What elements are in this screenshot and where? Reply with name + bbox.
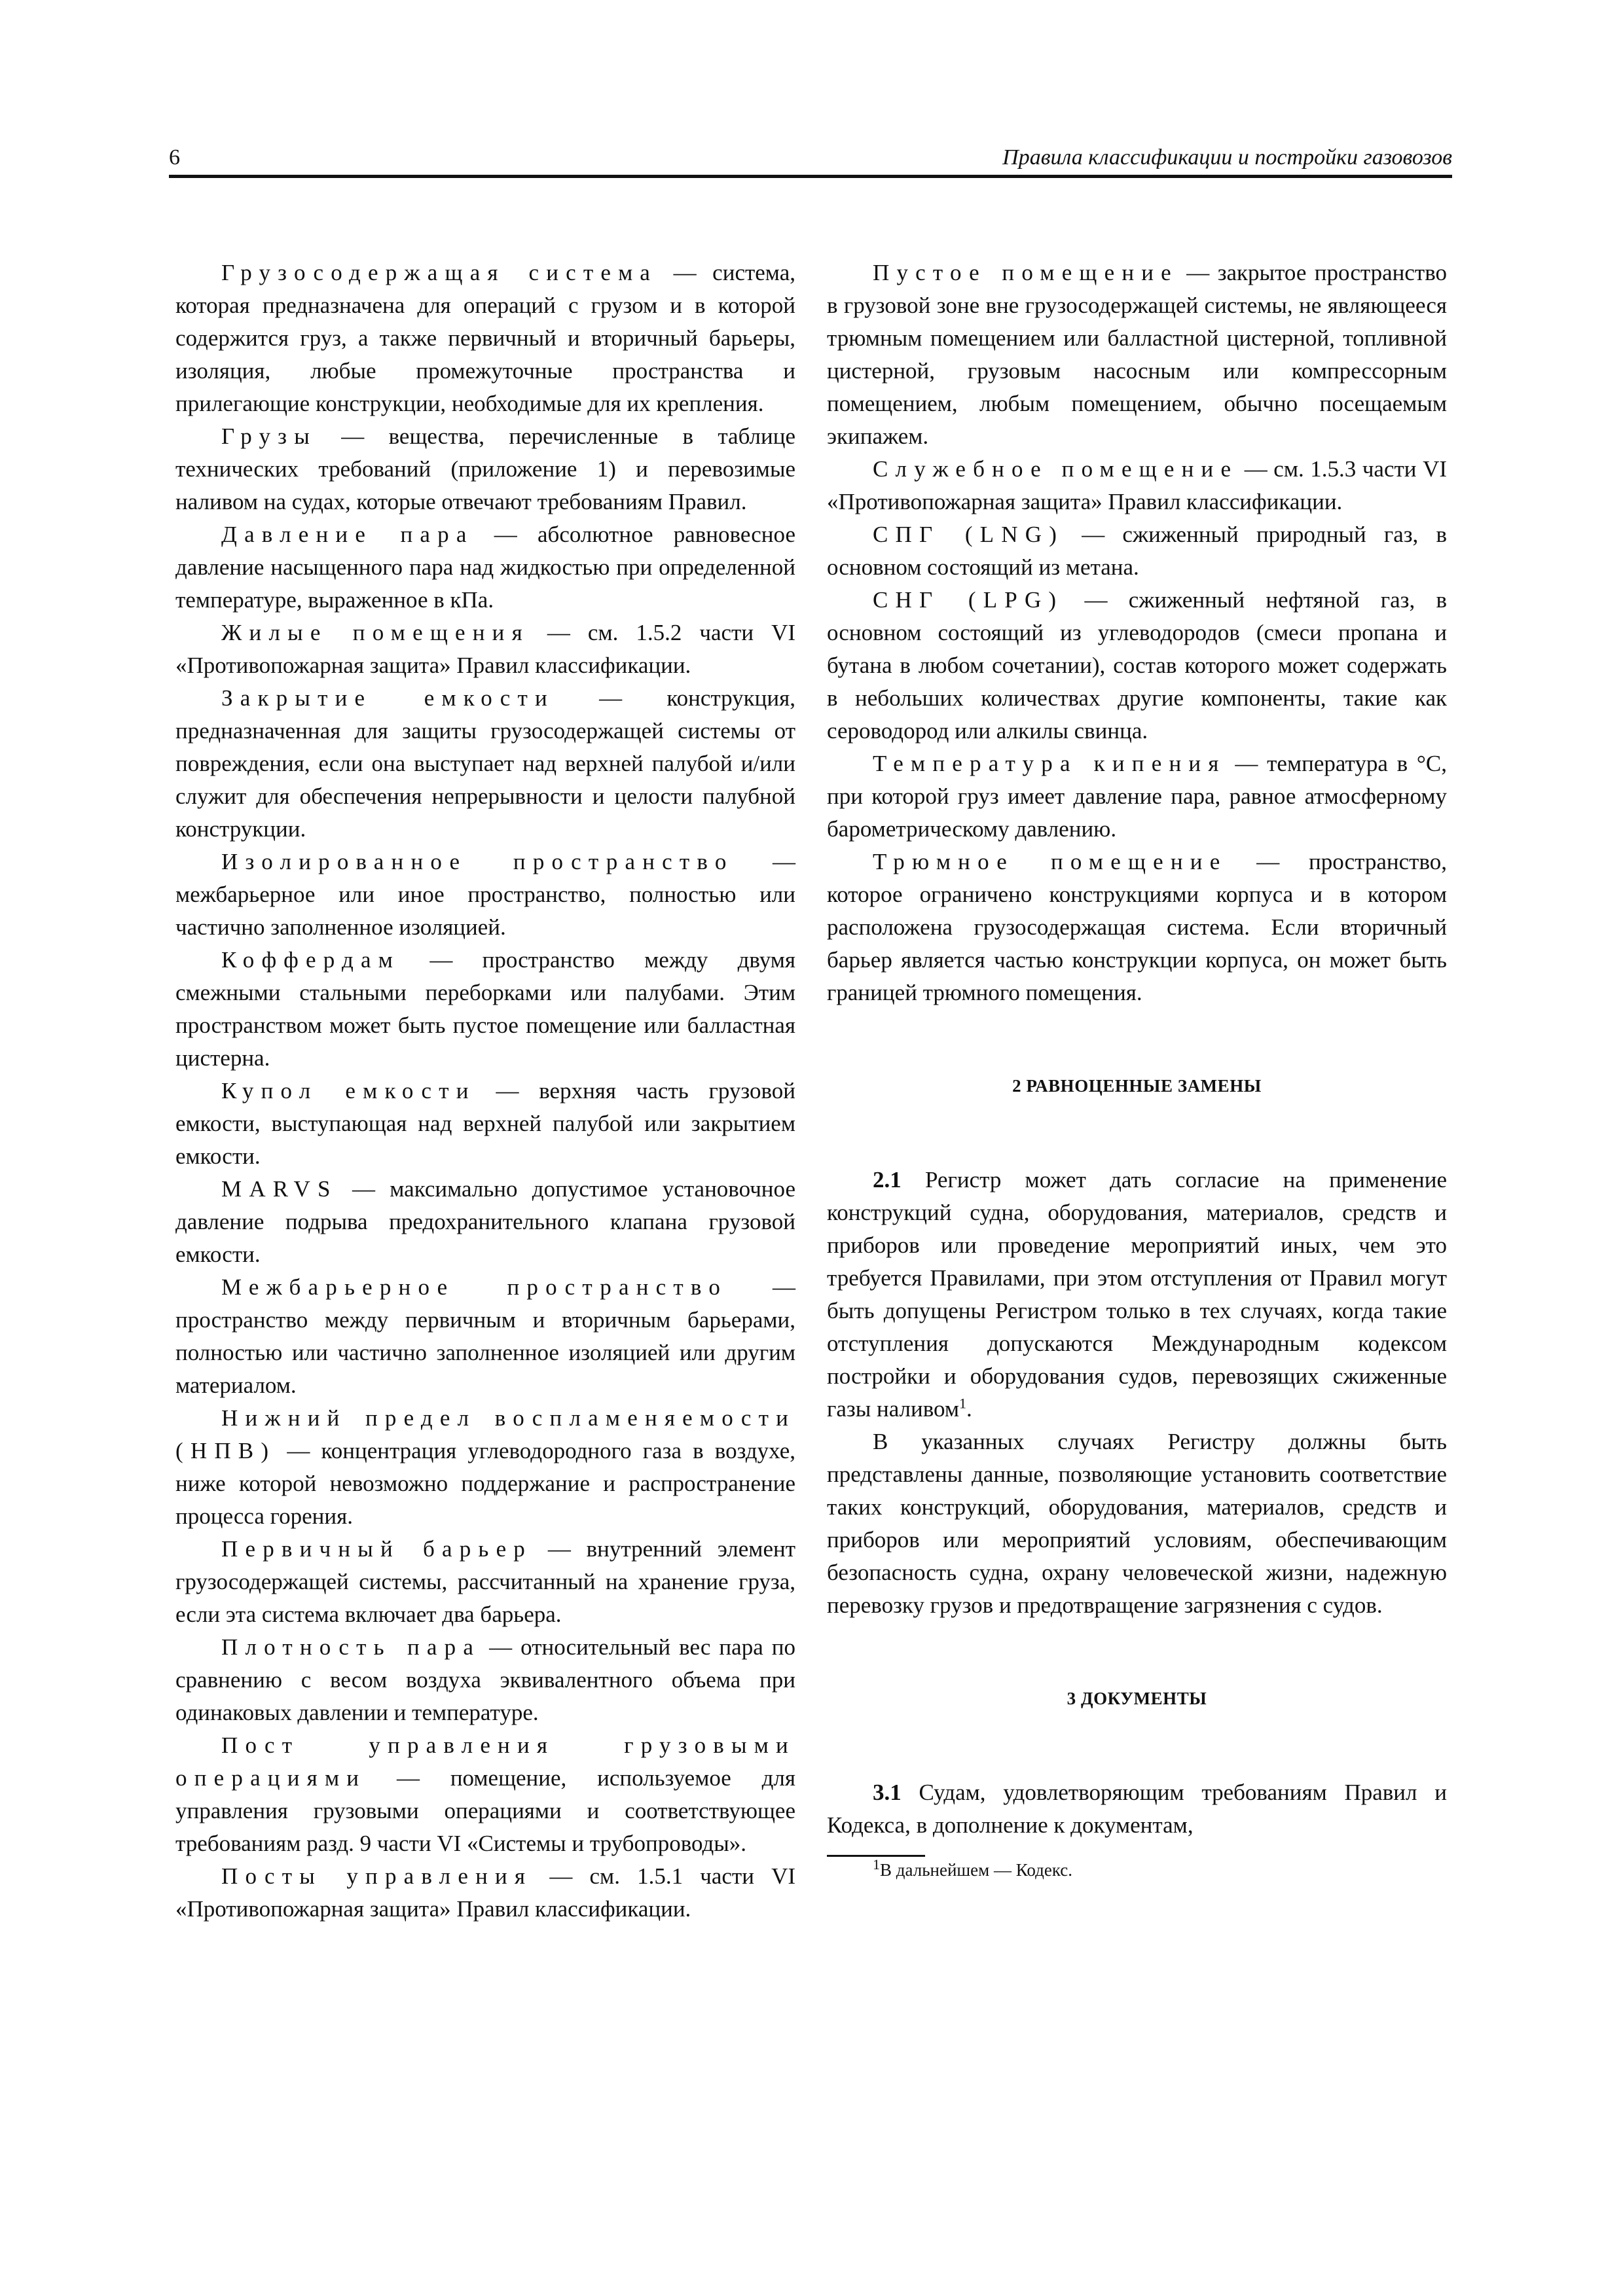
definition	[175, 420, 795, 518]
definition-term: Первичный барьер	[221, 1536, 533, 1562]
running-title: Правила классификации и постройки газовозов	[1002, 145, 1452, 170]
footnote-marker: 1	[873, 1856, 880, 1873]
left-column	[175, 257, 795, 1926]
definition	[175, 1729, 795, 1860]
definition-term: Пустое помещение	[873, 260, 1178, 285]
definition-text: — конструкция, предназначенная для защиты грузосодержащей системы от повреждения, если она выступает над верхней палубой и/или служит для обеспечения непрерывности и целости палубной конструкции.	[175, 685, 795, 842]
page-number: 6	[169, 145, 180, 170]
footnote	[827, 1857, 1447, 1883]
definition	[175, 617, 795, 682]
definition-term: Температура кипения	[873, 751, 1226, 776]
definition-term: Жилые помещения	[221, 620, 530, 645]
definition-term: СНГ (LPG)	[873, 587, 1064, 613]
definition	[827, 846, 1447, 1009]
paragraph-text: Регистр может дать согласие на применение конструкций судна, оборудования, материалов, средств и приборов или проведение мероприятий иных, чем это требуется Правилами, при этом отступления от Правил могут быть допущены Регистром только в тех случаях, когда такие отступления допускаются Международным кодексом постройки и оборудования судов, перевозящих сжиженные газы наливом	[827, 1167, 1447, 1422]
definition-term: Купол емкости	[221, 1078, 476, 1103]
definition	[827, 257, 1447, 453]
definition-text: — сжиженный природный газ, в основном состоящий из метана.	[827, 522, 1447, 580]
definition-text: — вещества, перечисленные в таблице технических требований (приложение 1) и перевозимые наливом на судах, которые отвечают требованиям Правил.	[175, 423, 795, 514]
footnote-ref: 1	[959, 1395, 967, 1412]
definition-term: Трюмное помещение	[873, 849, 1228, 874]
definition-text: — максимально допустимое установочное давление подрыва предохранительного клапана грузовой емкости.	[175, 1176, 795, 1267]
definition-text: — верхняя часть грузовой емкости, выступающая над верхней палубой или закрытием емкости.	[175, 1078, 796, 1169]
paragraph-end: .	[966, 1396, 972, 1422]
definition-text: — пространство, которое ограничено конструкциями корпуса и в котором расположена грузосодержащая система. Если вторичный барьер является частью конструкции корпуса, он может быть границей трюмного помещения.	[827, 849, 1447, 1005]
definition	[175, 1631, 795, 1729]
definition-term: MARVS	[221, 1176, 338, 1202]
definition-text: — межбарьерное или иное пространство, полностью или частично заполненное изоляцией.	[175, 849, 795, 940]
paragraph-text: Судам, удовлетворяющим требованиям Правил и Кодекса, в дополнение к документам,	[827, 1780, 1447, 1838]
definition	[175, 1402, 795, 1533]
definition	[175, 1271, 795, 1402]
definition-term: СПГ (LNG)	[873, 522, 1065, 547]
definition	[175, 846, 795, 944]
definition-term: Служебное помещение	[873, 456, 1239, 482]
definition	[175, 944, 795, 1075]
definition-term: Изолированное пространство	[221, 849, 734, 874]
definition-text: — помещение, используемое для управления грузовыми операциями и соответствующее требованиям разд. 9 части VI «Системы и трубопроводы».	[175, 1765, 795, 1856]
definition-text: — система, которая предназначена для операций с грузом и в которой содержится груз, а также первичный и вторичный барьеры, изоляция, любые промежуточные пространства и прилегающие конструкции, необходимые для их крепления.	[175, 260, 796, 416]
definition-text: — пространство между первичным и вторичным барьерами, полностью или частично заполненное изоляцией или другим материалом.	[175, 1274, 795, 1398]
definition-text: — см. 1.5.1 части VI «Противопожарная защита» Правил классификации.	[175, 1863, 795, 1922]
section-2-title: 2 РАВНОЦЕННЫЕ ЗАМЕНЫ	[1012, 1076, 1262, 1096]
definition	[175, 1075, 795, 1173]
definition-text: — температура в °С, при которой груз имеет давление пара, равное атмосферному барометрическому давлению.	[827, 751, 1447, 842]
paragraph-2-1	[827, 1164, 1447, 1426]
definition-text: — пространство между двумя смежными стальными переборками или палубами. Этим пространством может быть пустое помещение или балластная цистерна.	[175, 947, 795, 1071]
definition-term: Коффердам	[221, 947, 401, 973]
definition	[175, 518, 795, 617]
definition-term: Пост управления грузовыми операциями	[175, 1732, 795, 1791]
definition-term: Давление пара	[221, 522, 474, 547]
definition-term: Грузосодержащая система	[221, 260, 657, 285]
definition-term: Закрытие емкости	[221, 685, 555, 711]
page-header	[169, 145, 1452, 178]
section-3-title: 3 ДОКУМЕНТЫ	[1067, 1689, 1207, 1708]
definition-text: — абсолютное равновесное давление насыщенного пара над жидкостью при определенной температуре, выраженное в кПа.	[175, 522, 795, 613]
paragraph-2-1-continued: В указанных случаях Регистру должны быть представлены данные, позволяющие установить соответствие таких конструкций, оборудования, материалов, средств и приборов или мероприятий условиям, обеспечивающим безопасность судна, охрану человеческой жизни, надежную перевозку грузов и предотвращение загрязнения с судов.	[827, 1429, 1447, 1618]
definition-text: — сжиженный нефтяной газ, в основном состоящий из углеводородов (смеси пропана и бутана в любом сочетании), состав которого может содержать в небольших количествах другие компоненты, такие как сероводород или алкилы свинца.	[827, 587, 1447, 744]
paragraph-3-1	[827, 1776, 1447, 1842]
definition	[827, 747, 1447, 846]
definition	[827, 518, 1447, 584]
definition-text: — закрытое пространство в грузовой зоне вне грузосодержащей системы, не являющееся трюмным помещением или балластной цистерной, топливной цистерной, грузовым насосным или компрессорным помещением, любым помещением, обычно посещаемым экипажем.	[827, 260, 1447, 449]
definition-term: Посты управления	[221, 1863, 533, 1889]
paragraph-number: 3.1	[873, 1780, 902, 1805]
definition-text: — внутренний элемент грузосодержащей системы, рассчитанный на хранение груза, если эта система включает два барьера.	[175, 1536, 795, 1627]
paragraph-number: 2.1	[873, 1167, 902, 1193]
definition	[175, 1173, 795, 1271]
definition-text: — относительный вес пара по сравнению с весом воздуха эквивалентного объема при одинаковых давлении и температуре.	[175, 1634, 795, 1725]
definition-term: Грузы	[221, 423, 317, 449]
definition	[175, 1533, 795, 1631]
definition-term: Нижний предел воспламеняемости (НПВ)	[175, 1405, 795, 1463]
footnote-text: В дальнейшем — Кодекс.	[880, 1860, 1073, 1880]
definition-term: Межбарьерное пространство	[221, 1274, 728, 1300]
definition	[175, 1860, 795, 1926]
definition-text: — см. 1.5.3 части VI «Противопожарная защита» Правил классификации.	[827, 456, 1447, 514]
definition-text: — концентрация углеводородного газа в воздухе, ниже которой невозможно поддержание и распространение процесса горения.	[175, 1438, 795, 1529]
right-column	[827, 257, 1447, 1883]
definition	[175, 682, 795, 846]
definition-text: — см. 1.5.2 части VI «Противопожарная защита» Правил классификации.	[175, 620, 795, 678]
definition	[827, 453, 1447, 518]
definition-term: Плотность пара	[221, 1634, 481, 1660]
definition	[827, 584, 1447, 747]
definition	[175, 257, 795, 420]
